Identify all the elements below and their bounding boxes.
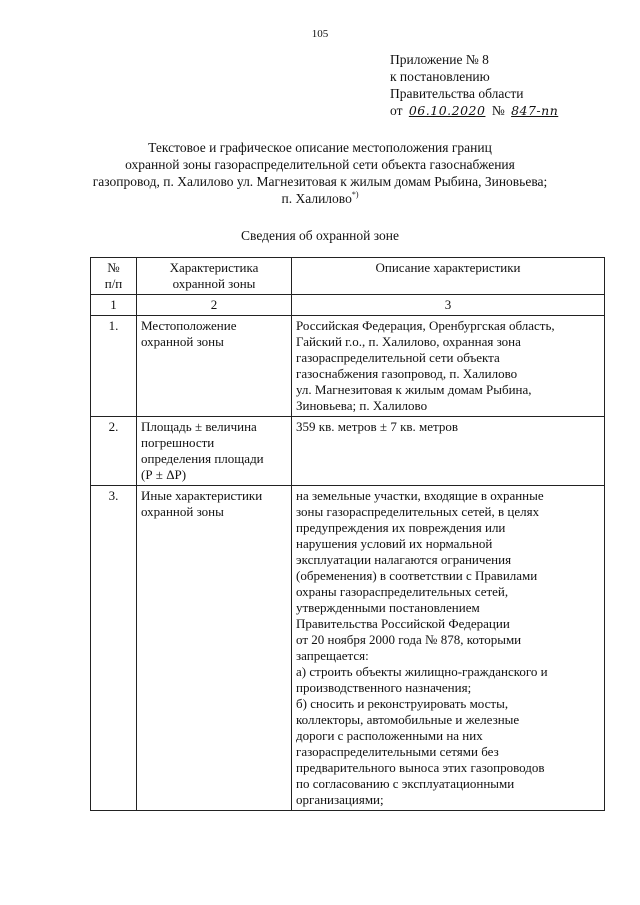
description-line: по согласованию с эксплуатационными: [296, 776, 515, 791]
index-cell: 3: [292, 295, 605, 316]
title-line-2: охранной зоны газораспределительной сети объекта газоснабжения: [125, 157, 515, 172]
description-line: (обременения) в соответствии с Правилами: [296, 568, 538, 583]
description-line: нарушения условий их нормальной: [296, 536, 493, 551]
appendix-block: [390, 51, 561, 119]
row-description: [292, 486, 605, 811]
description-line: предварительного выноса этих газопроводов: [296, 760, 545, 775]
description-line: газораспределительной сети объекта: [296, 350, 500, 365]
title-line-4: [40, 190, 600, 207]
description-line: эксплуатации налагаются ограничения: [296, 552, 512, 567]
header-characteristic: [137, 258, 292, 295]
description-line: а) строить объекты жилищно-гражданского и: [296, 664, 548, 679]
header-characteristic-line: охранной зоны: [172, 276, 256, 291]
description-line: б) сносить и реконструировать мосты,: [296, 696, 509, 711]
description-line: газоснабжения газопровод, п. Халилово: [296, 366, 518, 381]
document-title: [40, 139, 600, 207]
date-value: 06.10.2020: [408, 103, 486, 118]
description-line: Зиновьева; п. Халилово: [296, 398, 428, 413]
row-num: 3.: [91, 486, 137, 811]
description-line: запрещается:: [296, 648, 369, 663]
row-characteristic: [137, 417, 292, 486]
appendix-title: Приложение № 8: [390, 52, 489, 67]
header-characteristic-line: Характеристика: [169, 260, 259, 275]
characteristic-line: Местоположение: [141, 318, 237, 333]
index-cell: 1: [91, 295, 137, 316]
footnote-mark: *): [351, 190, 359, 199]
description-line: Гайский г.о., п. Халилово, охранная зона: [296, 334, 521, 349]
description-line: зоны газораспределительных сетей, в целях: [296, 504, 540, 519]
description-line: на земельные участки, входящие в охранные: [296, 488, 544, 503]
appendix-to-resolution: к постановлению: [390, 69, 490, 84]
appendix-government: Правительства области: [390, 86, 524, 101]
description-line: организациями;: [296, 792, 384, 807]
header-num: [91, 258, 137, 295]
description-line: охраны газораспределительных сетей,: [296, 584, 509, 599]
title-line-3: газопровод, п. Халилово ул. Магнезитовая к жилым домам Рыбина, Зиновьева;: [92, 174, 548, 189]
section-title: Сведения об охранной зоне: [241, 228, 399, 243]
description-line: предупреждения их повреждения или: [296, 520, 506, 535]
table-row: [91, 417, 605, 486]
description-line: производственного назначения;: [296, 680, 472, 695]
row-characteristic: [137, 316, 292, 417]
table-row: [91, 486, 605, 811]
characteristic-line: Площадь ± величина: [141, 419, 257, 434]
index-cell: 2: [137, 295, 292, 316]
description-line: газораспределительными сетями без: [296, 744, 499, 759]
table-index-row: [91, 295, 605, 316]
header-num-line: п/п: [104, 276, 123, 291]
date-prefix: от: [390, 103, 403, 118]
zone-info-table: [90, 257, 605, 811]
appendix-date-line: [390, 102, 561, 119]
description-line: от 20 ноября 2000 года № 878, которыми: [296, 632, 522, 647]
header-num-line: №: [107, 260, 120, 275]
table-row: [91, 316, 605, 417]
characteristic-line: охранной зоны: [141, 504, 224, 519]
characteristic-line: погрешности: [141, 435, 215, 450]
description-line: 359 кв. метров ± 7 кв. метров: [296, 419, 458, 434]
row-characteristic: [137, 486, 292, 811]
row-num: 1.: [91, 316, 137, 417]
description-line: Российская Федерация, Оренбургская область,: [296, 318, 555, 333]
number-value: 847-пп: [511, 103, 559, 118]
title-line-1: Текстовое и графическое описание местоположения границ: [148, 140, 492, 155]
description-line: ул. Магнезитовая к жилым домам Рыбина,: [296, 382, 532, 397]
characteristic-line: охранной зоны: [141, 334, 224, 349]
description-line: дороги с расположенными на них: [296, 728, 483, 743]
table-header-row: [91, 258, 605, 295]
page-number: 105: [311, 28, 329, 40]
characteristic-line: (Р ± ΔР): [141, 467, 187, 482]
description-line: Правительства Российской Федерации: [296, 616, 510, 631]
header-description: Описание характеристики: [292, 258, 605, 295]
row-description: [292, 417, 605, 486]
characteristic-line: Иные характеристики: [141, 488, 263, 503]
row-description: [292, 316, 605, 417]
row-num: 2.: [91, 417, 137, 486]
description-line: утвержденными постановлением: [296, 600, 480, 615]
characteristic-line: определения площади: [141, 451, 264, 466]
number-prefix: №: [491, 103, 505, 118]
title-line-4-text: п. Халилово: [281, 191, 352, 206]
description-line: коллекторы, автомобильные и железные: [296, 712, 520, 727]
